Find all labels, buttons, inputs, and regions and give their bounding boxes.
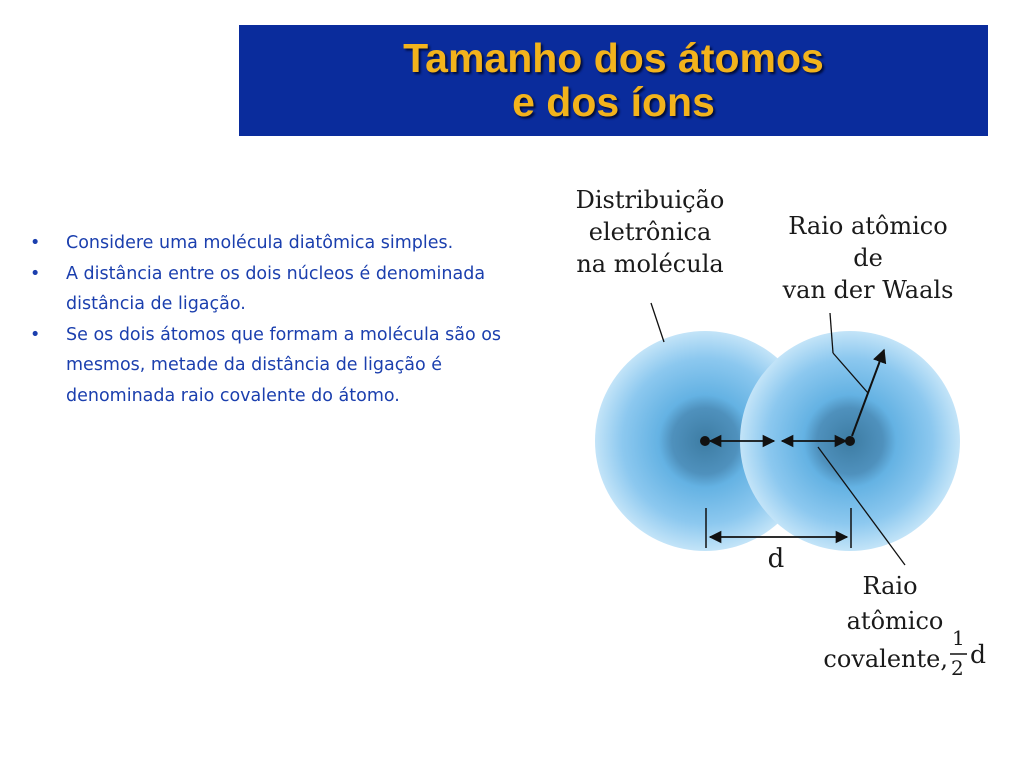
nucleus-right [845,436,855,446]
label-line: de [853,244,883,272]
label-raio: Raio [862,572,918,600]
fraction-suffix: d [970,640,987,669]
nucleus-left [700,436,710,446]
label-line: Distribuição [575,186,725,214]
bullet-marker: • [30,324,41,345]
label-electron-distribution [545,184,755,280]
bullet-text: Considere uma molécula diatômica simples. [66,233,454,253]
fraction-denominator: 2 [951,656,964,680]
label-covalente: covalente, [823,645,948,673]
leader-line-distribution [651,303,664,342]
bullet-text: Se os dois átomos que formam a molécula são os mesmos, metade da distância de ligação é denominada raio covalente do átomo. [66,324,502,406]
title-line-1: Tamanho dos átomos [403,35,824,81]
fraction-numerator: 1 [952,626,965,650]
bullet-marker: • [30,263,41,284]
label-vdw-radius [752,210,984,306]
bullet-marker: • [30,233,41,253]
title-line-2: e dos íons [512,79,715,125]
label-line: van der Waals [782,276,954,304]
label-bond-distance: d [767,544,785,574]
label-atomico: atômico [846,607,944,635]
label-line: Raio atômico [788,212,948,240]
label-line: eletrônica [588,218,712,246]
label-line: na molécula [576,250,724,278]
bullet-text: A distância entre os dois núcleos é denominada distância de ligação. [66,263,486,314]
